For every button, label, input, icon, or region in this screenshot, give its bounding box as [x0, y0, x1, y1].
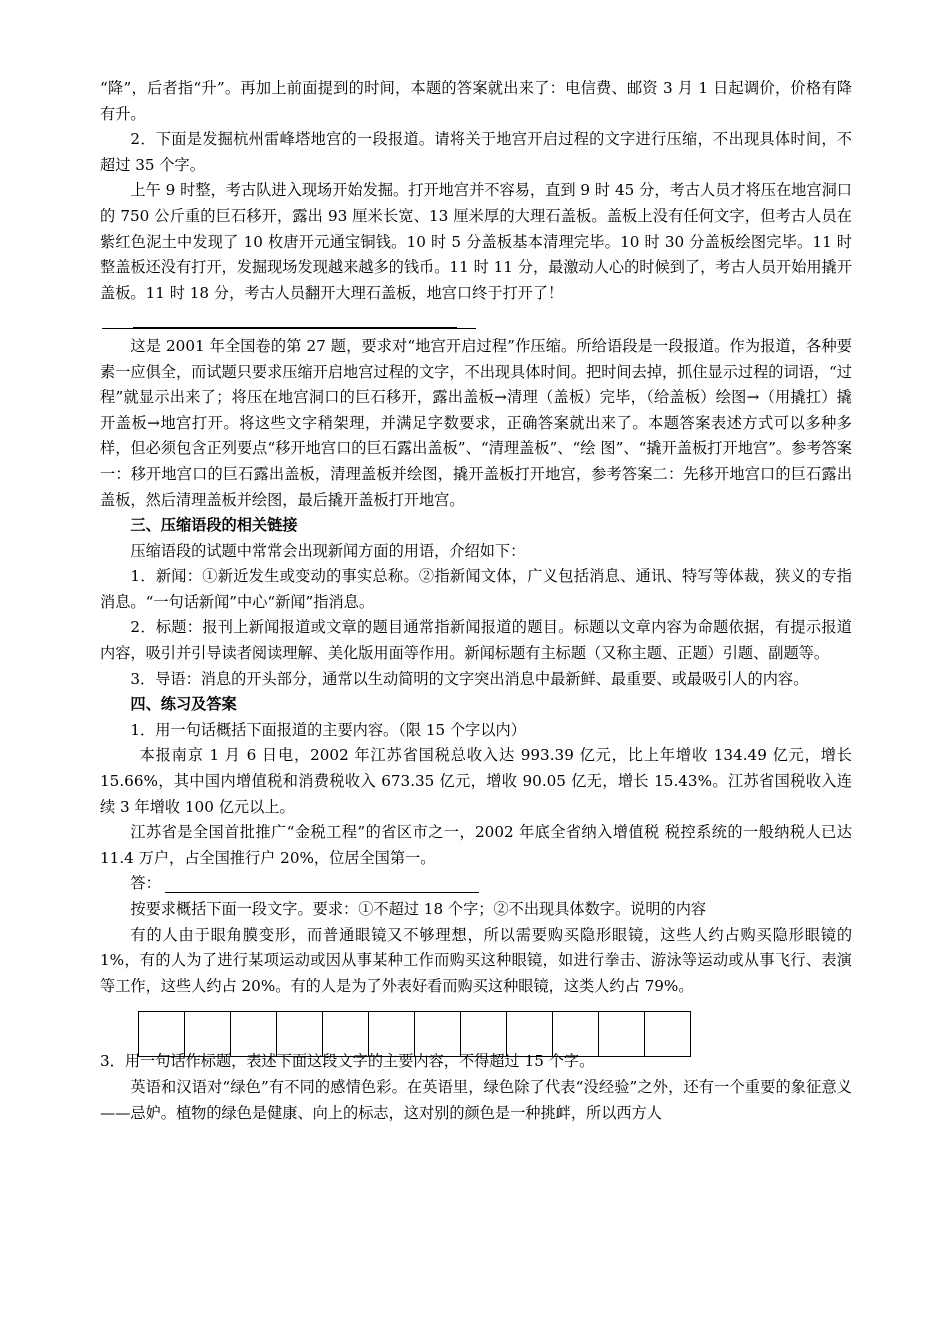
term-news: 1．新闻：①新近发生或变动的事实总称。②指新闻文体，广义包括消息、通讯、特写等体裁，狭义的专指消息。“一句话新闻”中心“新闻”指消息。: [100, 567, 852, 611]
excerpt-paragraph: 上午 9 时整，考古队进入现场开始发掘。打开地宫并不容易，直到 9 时 45 分，考古人员才将压在地宫洞口的 750 公斤重的巨石移开，露出 93 厘米长宽、13 厘米厚的大理石盖板。盖板上没有任何文字，但考古人员在紫红色泥土中发现了 10 枚唐开元通宝铜钱。10 时 5 分盖板基本清理完毕。10 时 30 分盖板绘图完毕。11 时整盖板还没有打开，发掘现场发现越来越多的钱币。11 时 11 分，最激动人心的时候到了，考古人员开始用撬开盖板。11 时 18 分，考古人员翻开大理石盖板，地宫口终于打开了！: [100, 181, 852, 302]
exercise-3: 3．用一句话作标题，表述下面这段文字的主要内容，不得超过 15 个字。: [100, 1052, 595, 1071]
exercise-1: 1．用一句话概括下面报道的主要内容。（限 15 个字以内）: [130, 720, 526, 739]
question-2: 2．下面是发掘杭州雷峰塔地宫的一段报道。请将关于地宫开启过程的文字进行压缩，不出现具体时间，不超过 35 个字。: [100, 130, 852, 174]
section-heading-3: 三、压缩语段的相关链接: [130, 516, 298, 535]
answer-grid-cell[interactable]: [277, 1012, 323, 1057]
paragraph: “降”，后者指“升”。再加上前面提到的时间，本题的答案就出来了：电信费、邮资 3 月 1 日起调价，价格有降有升。: [100, 79, 852, 123]
answer-grid-cell[interactable]: [369, 1012, 415, 1057]
section-heading-4: 四、练习及答案: [130, 695, 237, 714]
answer-grid-cell[interactable]: [323, 1012, 369, 1057]
answer-grid-cell[interactable]: [553, 1012, 599, 1057]
report-paragraph: 江苏省是全国首批推广“金税工程”的省区市之一，2002 年底全省纳入增值税 税控系统的一般纳税人已达 11.4 万户，占全国推行户 20%，位居全国第一。: [100, 823, 852, 867]
answer-grid-cell[interactable]: [645, 1012, 691, 1057]
answer-grid-cell[interactable]: [139, 1012, 185, 1057]
paragraph: 压缩语段的试题中常常会出现新闻方面的用语，介绍如下：: [130, 541, 526, 560]
analysis-paragraph: 这是 2001 年全国卷的第 27 题，要求对“地宫开启过程”作压缩。所给语段是一段报道。作为报道，各种要素一应俱全，而试题只要求压缩开启地宫过程的文字，不出现具体时间。把时间去掉，抓住显示过程的词语，“过程”就显示出来了；将压在地宫洞口的巨石移开，露出盖板→清理（盖板）完毕，（给盖板）绘图→（用撬扛）撬开盖板→地宫打开。将这些文字稍架理，并满足字数要求，正确答案就出来了。本题答案表述方式可以多种多样，但必须包含正列要点“移开地宫口的巨石露出盖板”、“清理盖板”、“绘 图”、“撬开盖板打开地宫”。参考答案一：移开地宫口的巨石露出盖板，清理盖板并绘图，撬开盖板打开地宫，参考答案二：先移开地宫口的巨石露出盖板，然后清理盖板并绘图，最后撬开盖板打开地宫。: [100, 336, 852, 509]
answer-grid: [100, 1011, 852, 1057]
report-paragraph: 本报南京 1 月 6 日电，2002 年江苏省国税总收入达 993.39 亿元，比上年增收 134.49 亿元，增长 15.66%，其中国内增值税和消费税收入 673.35 亿元，增收 90.05 亿无，增长 15.43%。江苏省国税收入连续 3 年增收 100 亿元以上。: [100, 746, 852, 816]
answer-grid-cell[interactable]: [507, 1012, 553, 1057]
answer-grid-cell[interactable]: [231, 1012, 277, 1057]
answer-grid-cell[interactable]: [599, 1012, 645, 1057]
answer-blank[interactable]: [165, 892, 479, 893]
answer-line-2: [100, 332, 852, 334]
answer-grid-cell[interactable]: [415, 1012, 461, 1057]
exercise-passage: 英语和汉语对“绿色”有不同的感情色彩。在英语里，绿色除了代表“没经验”之外，还有一个重要的象征意义——忌妒。植物的绿色是健康、向上的标志，这对别的颜色是一种挑衅，所以西方人: [100, 1077, 852, 1122]
exercise-passage: 有的人由于眼角膜变形，而普通眼镜又不够理想，所以需要购买隐形眼镜，这些人约占购买隐形眼镜的 1%，有的人为了进行某项运动或因从事某种工作而购买这种眼镜，如进行拳击、游泳等运动或从事飞行、表演等工作，这些人约占 20%。有的人是为了外表好看而购买这种眼镜，这类人约占 79%。: [100, 925, 852, 995]
document-body: [100, 76, 852, 1126]
answer-label: 答：: [130, 874, 161, 893]
exercise-2: 按要求概括下面一段文字。要求：①不超过 18 个字；②不出现具体数字。说明的内容: [130, 900, 707, 918]
answer-grid-cell[interactable]: [461, 1012, 507, 1057]
answer-row: [100, 871, 852, 897]
term-lead: 3．导语：消息的开头部分，通常以生动简明的文字突出消息中最新鲜、最重要、或最吸引人的内容。: [130, 669, 809, 688]
term-headline: 2．标题：报刊上新闻报道或文章的题目通常指新闻报道的题目。标题以文章内容为命题依据，有提示报道内容，吸引并引导读者阅读理解、美化版用面等作用。新闻标题有主标题（又称主题、正题）引题、副题等。: [100, 618, 852, 663]
answer-grid-cell[interactable]: [185, 1012, 231, 1057]
